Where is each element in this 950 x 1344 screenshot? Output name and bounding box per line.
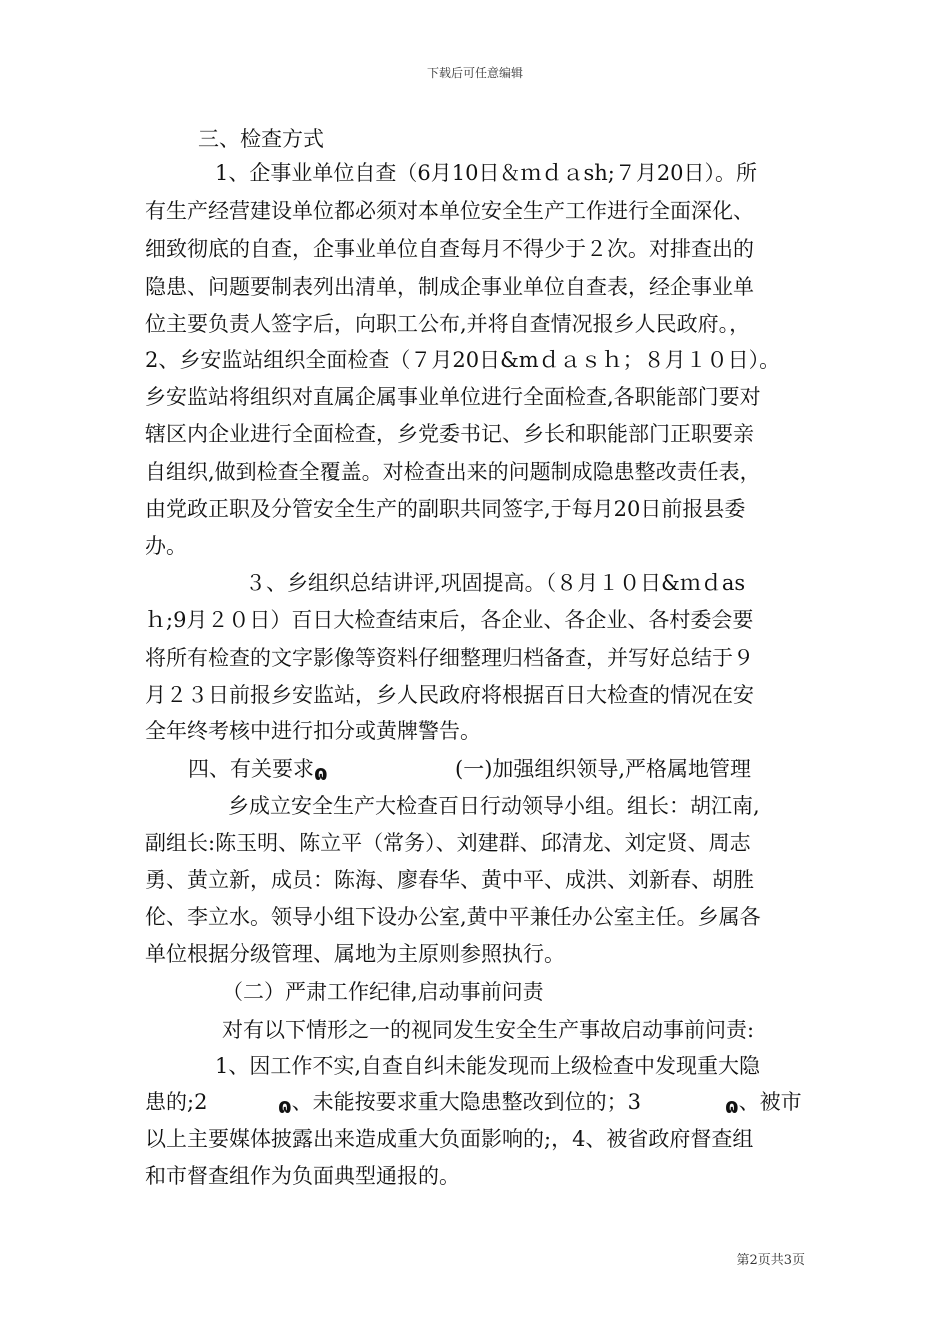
paragraph-line: 由党政正职及分管安全生产的副职共同签字,于每月20日前报县委 [145,497,746,521]
section-4-title-text: 四、有关要求 [188,757,314,781]
symbol-mark: ɷ [725,1094,739,1118]
paragraph-line: 位主要负责人签字后，向职工公布,并将自查情况报乡人民政府。， [145,312,751,336]
page-number: 第2页共3页 [736,1253,805,1268]
paragraph-line: 办。 [145,534,187,558]
paragraph-line: 有生产经营建设单位都必须对本单位安全生产工作进行全面深化、 [145,199,754,223]
symbol-mark: ɷ [278,1094,292,1118]
paragraph-line: 隐患、问题要制表列出清单，制成企事业单位自查表，经企事业单 [145,275,754,299]
paragraph-line: 辖区内企业进行全面检查，乡党委书记、乡长和职能部门正职要亲 [145,422,754,446]
paragraph-line: 1、因工作不实,自查自纠未能发现而上级检查中发现重大隐 [215,1054,761,1078]
paragraph-line: 勇、黄立新，成员：陈海、廖春华、黄中平、成洪、刘新春、胡胜 [145,868,754,892]
paragraph-line: 患的;2 [145,1090,208,1114]
paragraph-line: 乡安监站将组织对直属企属事业单位进行全面检查,各职能部门要对 [145,385,761,409]
paragraph-line: 全年终考核中进行扣分或黄牌警告。 [145,719,481,743]
section-4-subtitle-2: （二）严肃工作纪律,启动事前问责 [222,980,544,1004]
section-3-title: 三、检查方式 [198,127,324,151]
paragraph-line: 将所有检查的文字影像等资料仔细整理归档备查，并写好总结于９ [145,646,754,670]
paragraph-line: ３、乡组织总结讲评,巩固提高。（８月１０日&ｍｄas [245,571,746,595]
paragraph-line: 月２３日前报乡安监站，乡人民政府将根据百日大检查的情况在安 [145,683,754,707]
section-4-subtitle-1: (一)加强组织领导,严格属地管理 [455,757,752,781]
header-note: 下载后可任意编辑 [426,66,523,80]
paragraph-line [278,1085,641,1119]
paragraph-line: 对有以下情形之一的视同发生安全生产事故启动事前问责: [222,1018,755,1042]
paragraph-line: ｈ;9月２０日）百日大检查结束后，各企业、各企业、各村委会要 [145,608,754,632]
paragraph-line: 伦、李立水。领导小组下设办公室,黄中平兼任办公室主任。乡属各 [145,905,761,929]
paragraph-fragment: 、被市 [738,1090,802,1114]
paragraph-line: 以上主要媒体披露出来造成重大负面影响的;，4、被省政府督查组 [145,1127,754,1151]
paragraph-line: 细致彻底的自查，企事业单位自查每月不得少于２次。对排查出的 [145,237,754,261]
paragraph-line: 和市督查组作为负面典型通报的。 [145,1164,460,1188]
paragraph-line [725,1085,802,1119]
paragraph-line: 自组织,做到检查全覆盖。对检查出来的问题制成隐患整改责任表， [145,460,761,484]
section-4-title [188,752,328,786]
paragraph-line: 单位根据分级管理、属地为主原则参照执行。 [145,942,565,966]
paragraph-line: 1、企事业单位自查（6月10日＆ｍｄａsh;７月20日）。所 [215,161,758,185]
paragraph-line: 2、乡安监站组织全面检查（７月20日&mｄａｓｈ；８月１０日）。 [145,348,781,372]
paragraph-line: 副组长:陈玉明、陈立平（常务）、刘建群、邱清龙、刘定贤、周志 [145,831,751,855]
paragraph-line: 乡成立安全生产大检查百日行动领导小组。组长：胡江南, [228,794,760,818]
symbol-mark: ɷ [314,761,328,785]
paragraph-fragment: 、未能按要求重大隐患整改到位的；3 [291,1090,641,1114]
